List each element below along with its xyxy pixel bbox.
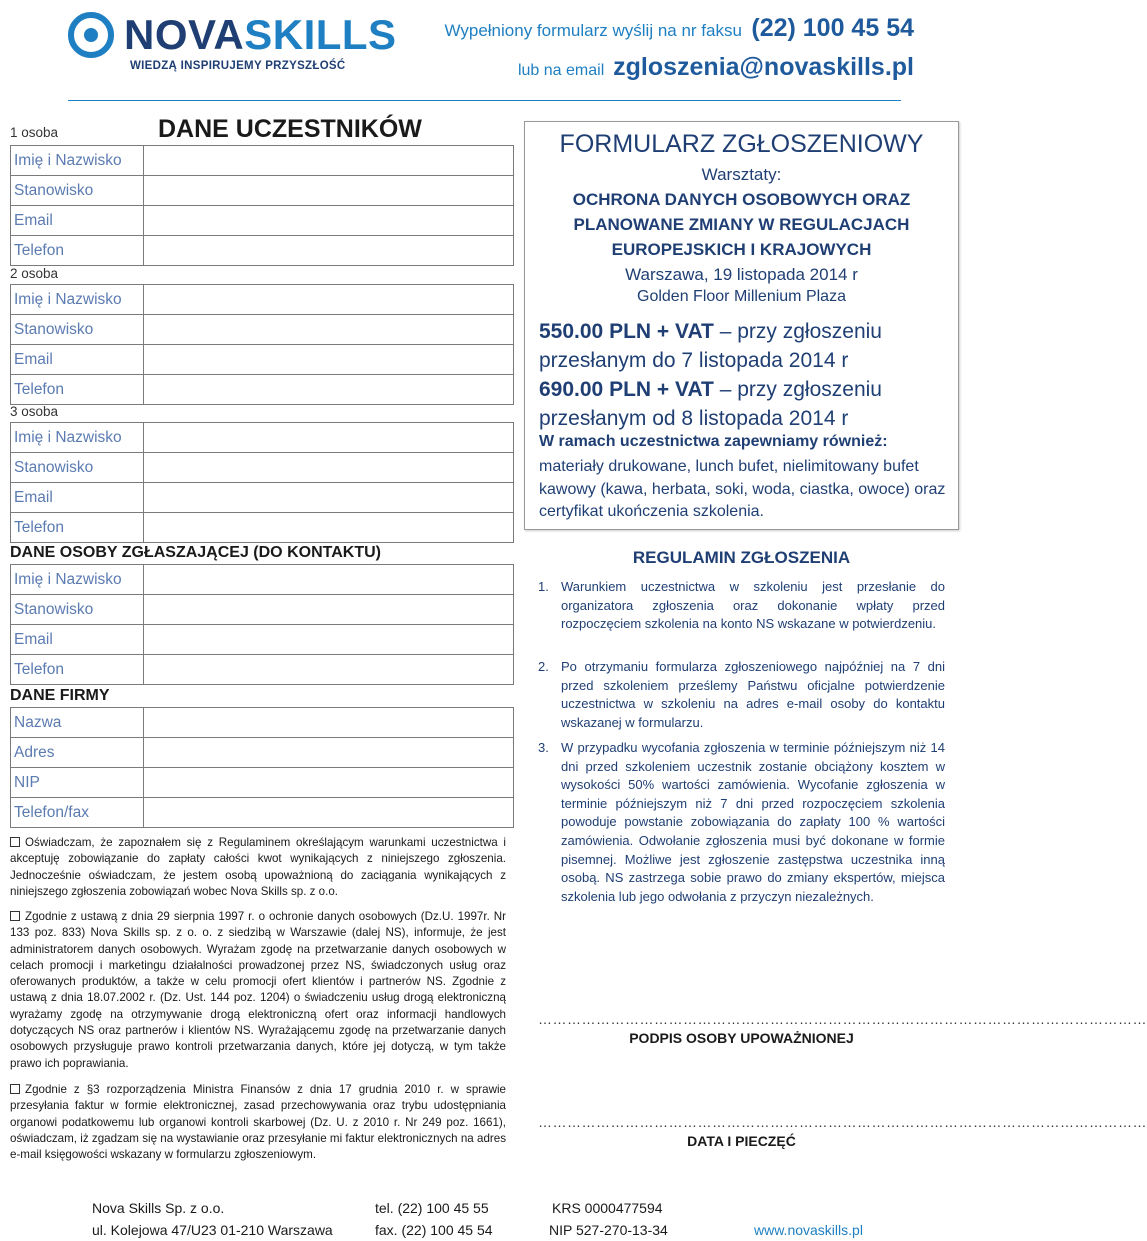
field-label: Email [11,625,144,655]
email-address[interactable]: zgloszenia@novaskills.pl [613,53,914,81]
position-input[interactable] [143,176,513,206]
footer-website-link[interactable]: www.novaskills.pl [754,1222,863,1238]
price-early: 550.00 PLN + VAT – przy zgłoszeniu przesłanym do 7 listopada 2014 r [539,320,882,372]
footer-krs: KRS 0000477594 [552,1200,663,1216]
consent-regulations-checkbox[interactable] [10,837,20,847]
footer-nip: NIP 527-270-13-34 [549,1222,668,1238]
phone-input[interactable] [143,236,513,266]
consent-e-invoice-checkbox[interactable] [10,1084,20,1094]
workshop-name-line-2: PLANOWANE ZMIANY W REGULACJACH [573,215,910,234]
person-1-fields [10,145,514,266]
signature-label: PODPIS OSOBY UPOWAŻNIONEJ [629,1030,854,1046]
footer-company: Nova Skills Sp. z o.o. [92,1200,225,1216]
fax-line: Wypełniony formularz wyślij na nr faksu (22) 100 45 54 [444,14,914,42]
contact-name-input[interactable] [143,565,513,595]
person-3-label: 3 osoba [10,404,59,419]
field-label: Stanowisko [11,453,144,483]
field-label: Telefon [11,655,144,685]
company-address-input[interactable] [143,738,513,768]
date-stamp-label: DATA I PIECZĘĆ [687,1133,796,1149]
email-input[interactable] [143,206,513,236]
field-label: Stanowisko [11,595,144,625]
contact-position-input[interactable] [143,595,513,625]
contact-phone-input[interactable] [143,655,513,685]
person-3-fields [10,422,514,543]
consent-regulations [10,835,506,900]
contact-fields [10,564,514,685]
person-2-label: 2 osoba [10,266,59,281]
company-nip-input[interactable] [143,768,513,798]
price-late: 690.00 PLN + VAT – przy zgłoszeniu przesłanym od 8 listopada 2014 r [539,378,882,430]
contact-section-title: DANE OSOBY ZGŁASZAJĄCEJ (DO KONTAKTU) [10,544,381,561]
participants-title: DANE UCZESTNIKÓW [158,115,422,143]
form-title: FORMULARZ ZGŁOSZENIOWY [559,130,924,158]
consent-regulations-text: Oświadczam, że zapoznałem się z Regulaminem określającym warunkami uczestnictwa i akceptuję zobowiązanie do zapłaty całości kwot wynikających z niniejszego zgłoszenia. Jednocześnie oświadczam, że jestem osobą upoważnioną do zaciągania wynikających z niniejszego zgłoszenia zobowiązań wobec Nova Skills sp. z o.o. [10,836,506,898]
consent-e-invoice-text: Zgodnie z §3 rozporządzenia Ministra Finansów z dnia 17 grudnia 2010 r. w sprawie przesyłania faktur w formie elektronicznej, zasad przechowywania oraz trybu udostępniania organowi podatkowemu lub organowi kontroli skarbowej (Dz. U. z 2010 r. Nr 249 poz. 1661), oświadczam, iż zgadzam się na wystawianie oraz przesyłanie mi faktur elektronicznych na adres e-mail księgowości wskazany w formularzu zgłoszeniowym. [10,1083,506,1162]
regulations-title: REGULAMIN ZGŁOSZENIA [632,548,851,567]
logo-tagline: WIEDZĄ INSPIRUJEMY PRZYSZŁOŚĆ [130,60,346,72]
field-label: Telefon/fax [11,798,144,828]
contact-email-input[interactable] [143,625,513,655]
person-2-fields [10,284,514,405]
company-phone-fax-input[interactable] [143,798,513,828]
logo-circle-icon [68,12,114,58]
header-divider [68,100,901,101]
field-label: Email [11,483,144,513]
logo-wordmark: NOVASKILLS [124,11,397,58]
field-label: NIP [11,768,144,798]
consent-personal-data-text: Zgodnie z ustawą z dnia 29 sierpnia 1997 r. o ochronie danych osobowych (Dz.U. 1997r. Nr 133 poz. 833) Nova Skills sp. z o. o. z siedzibą w Warszawie (dalej NS), informuje, że jest administratorem danych osobowych. Wyrażam zgodę na przetwarzanie danych osobowych w celach promocji i marketingu działalności prowadzonej przez NS, świadczonych usług oraz oferowanych produktów, a także w celu promocji ofert klientów i partnerów NS. Zgodnie z ustawą z dnia 18.07.2002 r. (Dz. Ust. 144 poz. 1204) o świadczeniu usług drogą elektroniczną wyrażamy zgodę na otrzymywanie drogą elektroniczną ofert oraz informacji handlowych dotyczących NS oraz partnerów i klientów NS. Wyrażającemu zgodę na przetwarzanie danych osobowych przysługuje prawo kontroli przetwarzania danych, które jej dotyczą, w tym także prawo ich poprawiania. [10,910,506,1070]
phone-input[interactable] [143,375,513,405]
includes-title: W ramach uczestnictwa zapewniamy również: [539,433,888,450]
field-label: Nazwa [11,708,144,738]
fax-number: (22) 100 45 54 [751,14,914,42]
company-fields [10,707,514,828]
footer-address: ul. Kolejowa 47/U23 01-210 Warszawa [92,1222,333,1238]
novaskills-logo [68,10,397,76]
consent-personal-data [10,909,506,1072]
consent-personal-data-checkbox[interactable] [10,911,20,921]
field-label: Telefon [11,236,144,266]
footer-fax: fax. (22) 100 45 54 [375,1222,493,1238]
field-label: Stanowisko [11,176,144,206]
field-label: Imię i Nazwisko [11,565,144,595]
regulation-item: 3. W przypadku wycofania zgłoszenia w terminie późniejszym niż 14 dni przed szkoleniem uczestnik zostanie obciążony kosztem w wysokości 50% wartości zamówienia. Wycofanie zgłoszenia w terminie późniejszym niż 7 dni przed rozpoczęciem szkolenia powoduje powstanie zobowiązania do zapłaty 100 % wartości zamówienia. Odwołanie zgłoszenia musi być dokonane w formie pisemnej. Możliwe jest zgłoszenie zastępstwa uczestnika inną osobą. NS zastrzega sobie prawo do zmiany ekspertów, miejsca szkolenia lub jego odwołania z przyczyn niezależnych. [538,740,945,904]
email-line: lub na email zgloszenia@novaskills.pl [517,53,914,81]
field-label: Telefon [11,375,144,405]
workshop-venue: Golden Floor Millenium Plaza [637,288,846,305]
regulation-item: 1. Warunkiem uczestnictwa w szkoleniu jest przesłanie do organizatora zgłoszenia oraz dokonanie wpłaty przed rozpoczęciem szkolenia na konto NS wskazane w potwierdzeniu. [538,579,945,632]
name-input[interactable] [143,146,513,176]
field-label: Imię i Nazwisko [11,146,144,176]
includes-text: materiały drukowane, lunch bufet, nielimitowany bufet kawowy (kawa, herbata, soki, woda, ciastka, owoce) oraz certyfikat ukończenia szkolenia. [539,458,946,520]
workshop-name-line-3: EUROPEJSKICH I KRAJOWYCH [611,240,872,259]
position-input[interactable] [143,453,513,483]
signature-line[interactable]: ……………………………………………………………………………………………………………… [538,1011,1147,1027]
field-label: Imię i Nazwisko [11,285,144,315]
workshop-name-line-1: OCHRONA DANYCH OSOBOWYCH ORAZ [572,190,911,209]
regulation-item: 2. Po otrzymaniu formularza zgłoszeniowego najpóźniej na 7 dni przed szkoleniem prześlemy Państwu oficjalne potwierdzenie uczestnictwa w szkoleniu na adres e-mail osoby do kontaktu wskazanej w formularzu. [538,659,945,730]
field-label: Telefon [11,513,144,543]
phone-input[interactable] [143,513,513,543]
field-label: Email [11,206,144,236]
name-input[interactable] [143,285,513,315]
date-stamp-line[interactable]: ……………………………………………………………………………………………………………… [538,1114,1147,1130]
email-input[interactable] [143,345,513,375]
field-label: Stanowisko [11,315,144,345]
consent-e-invoice [10,1082,506,1163]
field-label: Adres [11,738,144,768]
person-1-label: 1 osoba [10,125,59,140]
field-label: Imię i Nazwisko [11,423,144,453]
field-label: Email [11,345,144,375]
workshop-place-date: Warszawa, 19 listopada 2014 r [625,265,858,284]
name-input[interactable] [143,423,513,453]
company-section-title: DANE FIRMY [10,687,110,704]
workshop-subtitle: Warsztaty: [701,165,782,184]
email-input[interactable] [143,483,513,513]
position-input[interactable] [143,315,513,345]
workshop-info-box [524,121,959,530]
company-name-input[interactable] [143,708,513,738]
footer-tel: tel. (22) 100 45 55 [375,1200,489,1216]
